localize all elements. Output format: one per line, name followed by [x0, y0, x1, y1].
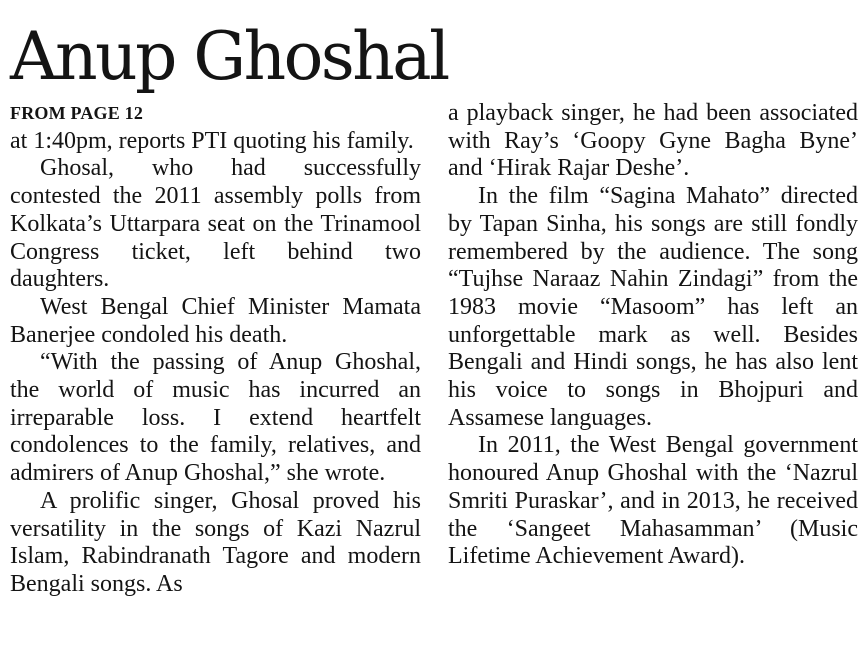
article-paragraph: at 1:40pm, reports PTI quoting his family. [10, 127, 414, 154]
article-headline: Anup Ghoshal [10, 18, 448, 95]
article-paragraph: West Bengal Chief Minister Mamata Banerjee condoled his death. [10, 293, 421, 348]
article-paragraph: In the film “Sagina Mahato” directed by Tapan Sinha, his songs are still fondly remembered by the audience. The song “Tujhse Naraaz Nahin Zindagi” from the 1983 movie “Masoom” has left an unforgettable mark as well. Besides Bengali and Hindi songs, he has also lent his voice to songs in Bhojpuri and Assamese languages. [448, 183, 858, 431]
article-paragraph: A prolific singer, Ghosal proved his versatility in the songs of Kazi Nazrul Islam, Rabindranath Tagore and modern Bengali songs. As [10, 487, 421, 597]
article-paragraph: Ghosal, who had successfully contested the 2011 assembly polls from Kolkata’s Uttarpara seat on the Trinamool Congress ticket, left behind two daughters. [10, 155, 421, 293]
article-column-left [10, 100, 421, 599]
article-paragraph: In 2011, the West Bengal government honoured Anup Ghoshal with the ‘Nazrul Smriti Puraskar’, and in 2013, he received the ‘Sangeet Mahasamman’ (Music Lifetime Achievement Award). [448, 432, 858, 570]
continuation-kicker: FROM PAGE 12 [10, 103, 144, 123]
article-column-right [448, 100, 858, 571]
article-paragraph: a playback singer, he had been associated with Ray’s ‘Goopy Gyne Bagha Byne’ and ‘Hirak Rajar Deshe’. [448, 100, 858, 182]
article-paragraph: “With the passing of Anup Ghoshal, the world of music has incurred an irreparable loss. I extend heartfelt condolences to the family, relatives, and admirers of Anup Ghoshal,” she wrote. [10, 349, 421, 487]
